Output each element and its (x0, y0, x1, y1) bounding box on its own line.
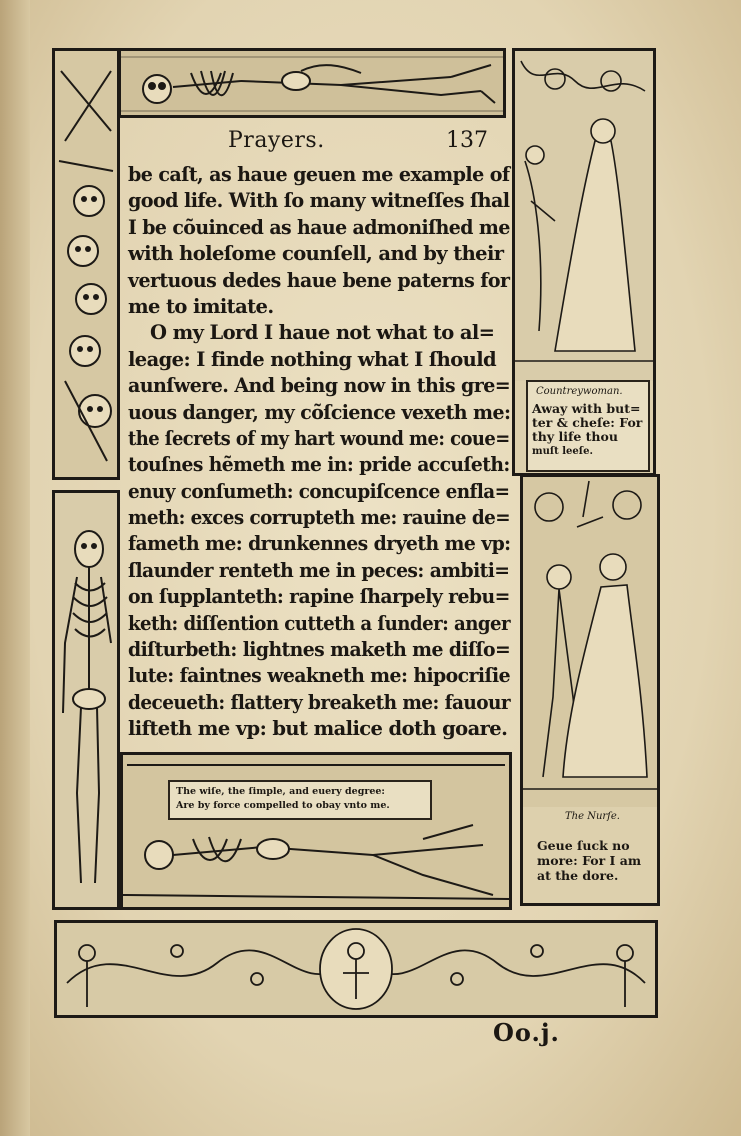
body-line: meth: exces corrupteth me: rauine de= (128, 506, 511, 530)
body-line: fameth me: drunkennes dryeth me vp: (128, 532, 511, 556)
foliage-ornament-icon (57, 923, 655, 1015)
running-title: Prayers. (228, 128, 325, 153)
bottom-banner-scroll (168, 780, 432, 820)
body-line: enuy conſumeth: concupiſcence enfla= (128, 479, 510, 503)
bottom-woodcut-frame (120, 752, 512, 910)
body-line: vertuous dedes haue bene paterns for (128, 268, 510, 292)
body-line: touſnes hẽmeth me in: pride accuſeth: (128, 453, 510, 477)
bottom-banner-line-1: The wiſe, the ſimple, and euery degree: (176, 786, 385, 797)
body-line: I be cõuinced as haue admoniſhed me (128, 215, 510, 239)
left-top-woodcut-frame (52, 48, 120, 480)
nurse-speech-line-1: Geue ſuck no (537, 838, 630, 853)
body-line: me to imitate. (128, 294, 274, 318)
body-line: good life. With ſo many witneſſes ſhal (128, 189, 510, 213)
body-line: the ſecrets of my hart wound me: coue= (128, 426, 510, 450)
signature-mark: Oo.j. (493, 1018, 560, 1047)
lying-skeleton-bottom-icon (123, 755, 509, 907)
body-line: uous danger, my cõſcience vexeth me: (128, 400, 511, 424)
top-woodcut-frame (118, 48, 506, 118)
bottom-banner-line-2: Are by force compelled to obay vnto me. (176, 800, 390, 811)
nurse-speech-line-2: more: For I am (537, 853, 642, 868)
left-bottom-woodcut-frame (52, 490, 120, 910)
countreywoman-speech-line-2: ter & cheſe: For (532, 415, 643, 430)
ornamental-bottom-border (54, 920, 658, 1018)
body-line: with holeſome counſell, and by their (128, 242, 504, 266)
countreywoman-woodcut-icon (515, 51, 653, 381)
countreywoman-speech-line-1: Away with but= (532, 401, 641, 416)
countreywoman-caption: Countreywoman. (536, 386, 623, 397)
skulls-and-bones-icon (55, 51, 117, 477)
body-line: leage: I finde nothing what I ſhould (128, 347, 497, 371)
standing-skeleton-icon (55, 493, 117, 907)
nurse-caption: The Nurſe. (565, 811, 620, 822)
body-text-block (128, 162, 510, 743)
body-line: on ſupplanteth: rapine ſharpely rebu= (128, 585, 510, 609)
body-line: diſturbeth: lightnes maketh me diſſo= (128, 638, 511, 662)
body-line: lute: faintnes weakneth me: hipocriſie (128, 664, 511, 688)
body-line: lifteth me vp: but malice doth goare. (128, 717, 508, 741)
countreywoman-caption-box (526, 380, 650, 472)
page-gutter-shadow (0, 0, 30, 1136)
body-line: ſlaunder renteth me in peces: ambiti= (128, 558, 510, 582)
body-line: keth: diſſention cutteth a ſunder: anger (128, 611, 511, 635)
body-line: deceueth: flattery breaketh me: fauour (128, 690, 511, 714)
body-line: be caſt, as haue geuen me example of (128, 163, 510, 186)
countreywoman-speech-line-3: thy life thou (532, 429, 618, 444)
countreywoman-speech-line-4: muſt leeſe. (532, 446, 593, 457)
body-line: O my Lord I haue not what to al= (150, 321, 495, 345)
nurse-speech-line-3: at the dore. (537, 868, 619, 883)
running-header (228, 126, 488, 162)
page-number: 137 (446, 128, 488, 153)
right-bottom-woodcut-frame (520, 474, 660, 906)
lying-skeleton-top-icon (121, 51, 503, 115)
body-line: aunſwere. And being now in this gre= (128, 374, 511, 398)
nurse-woodcut-icon (523, 477, 657, 807)
